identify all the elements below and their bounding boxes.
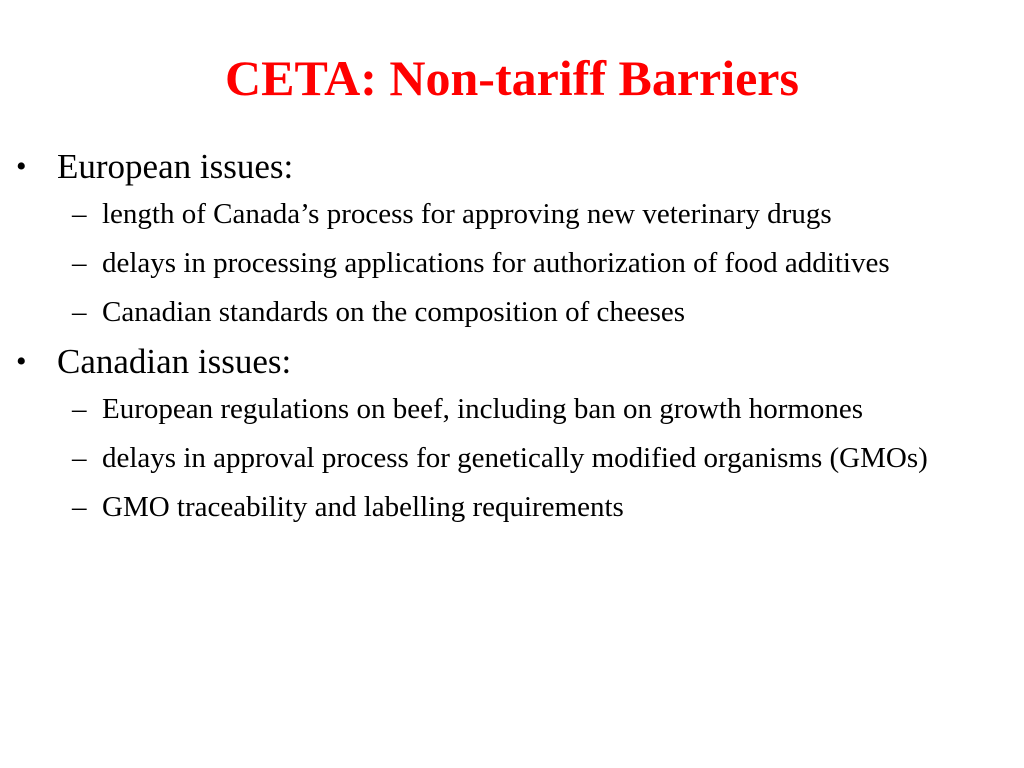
dash-marker: –	[72, 296, 87, 328]
sub-bullet-item	[0, 438, 1024, 479]
slide-title: CETA: Non-tariff Barriers	[225, 50, 799, 106]
sub-bullet-text: delays in processing applications for authorization of food additives	[102, 247, 890, 279]
sub-bullet-text: delays in approval process for genetically modified organisms (GMOs)	[102, 442, 928, 474]
sub-bullet-item	[0, 487, 1024, 528]
sub-bullet-text: length of Canada’s process for approving new veterinary drugs	[102, 198, 832, 230]
dash-marker: –	[72, 198, 87, 230]
sub-bullet-text: GMO traceability and labelling requirements	[102, 491, 624, 523]
section-heading: Canadian issues:	[57, 342, 292, 381]
sub-bullet-item	[0, 292, 1024, 333]
bullet-marker: •	[16, 150, 27, 183]
sub-bullet-text: European regulations on beef, including ban on growth hormones	[102, 393, 864, 425]
dash-marker: –	[72, 247, 87, 279]
section-heading: European issues:	[57, 147, 294, 186]
sub-bullet-item	[0, 389, 1024, 430]
dash-marker: –	[72, 442, 87, 474]
sub-bullet-text: Canadian standards on the composition of cheeses	[102, 296, 686, 328]
sub-bullet-item	[0, 194, 1024, 235]
slide-body	[0, 146, 1024, 536]
bullet-european-issues	[0, 146, 1024, 188]
bullet-marker: •	[16, 345, 27, 378]
dash-marker: –	[72, 491, 87, 523]
dash-marker: –	[72, 393, 87, 425]
sub-bullet-item	[0, 243, 1024, 284]
bullet-canadian-issues	[0, 341, 1024, 383]
